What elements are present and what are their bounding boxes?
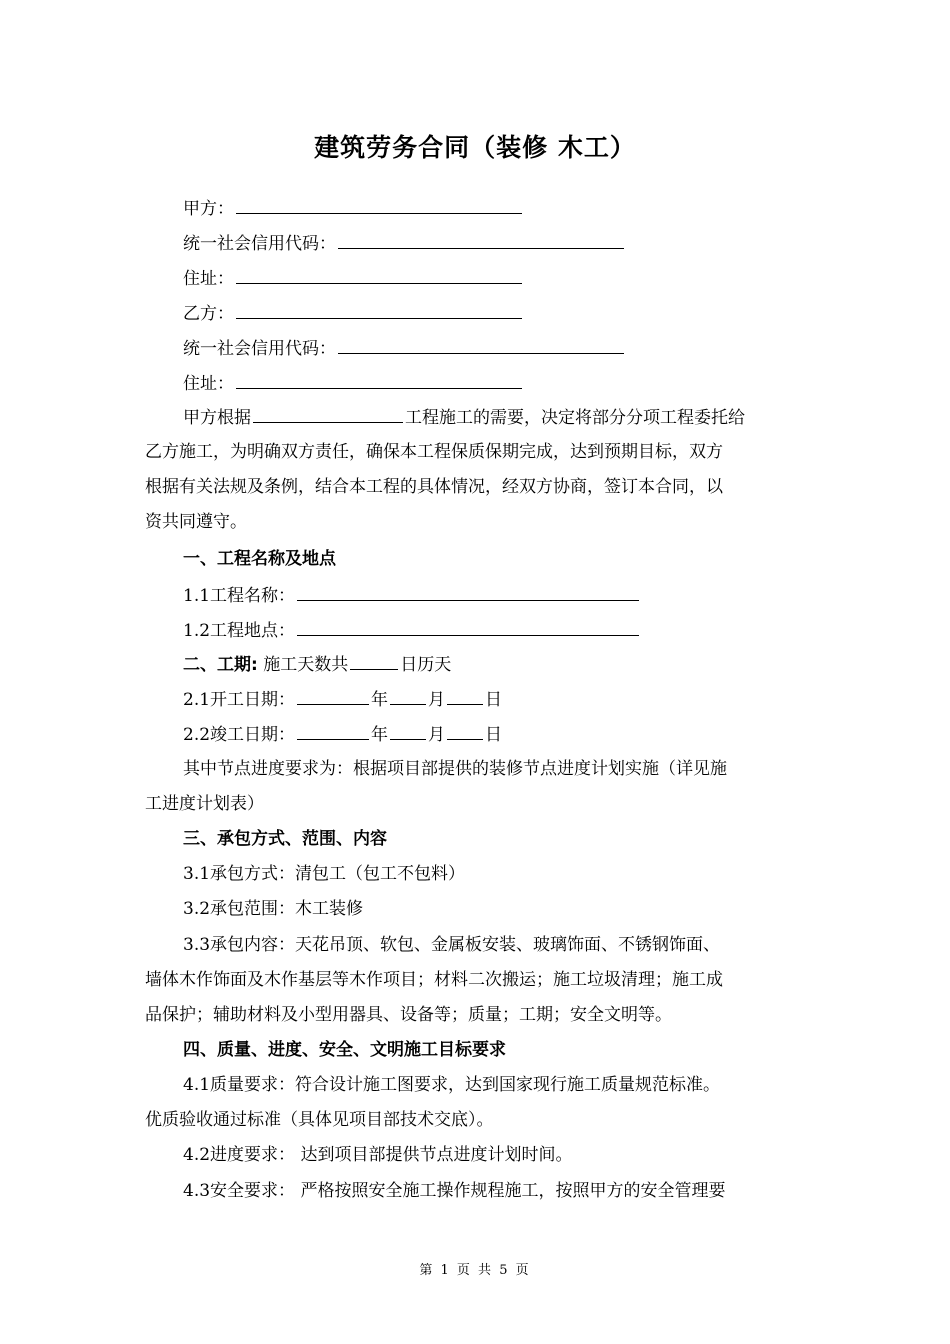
project-location-row bbox=[183, 618, 641, 643]
end-date-row bbox=[183, 722, 502, 747]
address-b-row bbox=[183, 371, 524, 396]
credit-code-b-label: 统一社会信用代码： bbox=[183, 339, 336, 359]
party-b-row bbox=[183, 301, 524, 326]
contract-title: 建筑劳务合同（装修 木工） bbox=[314, 133, 636, 162]
page-number-footer: 第 1 页 共 5 页 bbox=[419, 1263, 531, 1278]
intro-line-2: 乙方施工，为明确双方责任，确保本工程保质保期完成，达到预期目标，双方 bbox=[145, 442, 723, 462]
intro-text-a: 甲方根据 bbox=[183, 408, 251, 428]
credit-code-a-label: 统一社会信用代码： bbox=[183, 234, 336, 254]
section-2-heading-row bbox=[183, 652, 451, 677]
day-label: 日 bbox=[485, 725, 503, 745]
end-day-blank bbox=[447, 722, 483, 740]
project-name-field-blank bbox=[297, 583, 639, 601]
milestone-note-line-1: 其中节点进度要求为：根据项目部提供的装修节点进度计划实施（详见施 bbox=[183, 759, 727, 779]
day-label: 日 bbox=[485, 690, 503, 710]
quality-requirement-line-2: 优质验收通过标准（具体见项目部技术交底）。 bbox=[145, 1110, 494, 1130]
intro-line-3: 根据有关法规及条例，结合本工程的具体情况，经双方协商，签订本合同，以 bbox=[145, 477, 723, 497]
address-a-blank bbox=[236, 266, 522, 284]
project-location-blank bbox=[297, 618, 639, 636]
start-date-label: 2.1开工日期： bbox=[183, 690, 296, 710]
schedule-requirement: 4.2进度要求： 达到项目部提供节点进度计划时间。 bbox=[183, 1145, 573, 1165]
section-3-heading: 三、承包方式、范围、内容 bbox=[183, 829, 387, 849]
end-date-label: 2.2竣工日期： bbox=[183, 725, 296, 745]
duration-blank bbox=[350, 652, 398, 670]
contract-content-line-1: 3.3承包内容：天花吊顶、软包、金属板安装、玻璃饰面、不锈钢饰面、 bbox=[183, 935, 721, 955]
party-b-blank bbox=[236, 301, 522, 319]
address-b-blank bbox=[236, 371, 522, 389]
month-label: 月 bbox=[428, 690, 446, 710]
year-label: 年 bbox=[371, 725, 389, 745]
duration-text-a: 施工天数共 bbox=[263, 655, 349, 675]
intro-line-1 bbox=[183, 405, 745, 430]
contract-method: 3.1承包方式：清包工（包工不包料） bbox=[183, 864, 466, 884]
start-month-blank bbox=[390, 687, 426, 705]
contract-content-line-2: 墙体木作饰面及木作基层等木作项目；材料二次搬运；施工垃圾清理；施工成 bbox=[145, 970, 723, 990]
quality-requirement-line-1: 4.1质量要求：符合设计施工图要求，达到国家现行施工质量规范标准。 bbox=[183, 1075, 721, 1095]
project-name-label: 1.1工程名称： bbox=[183, 586, 296, 606]
party-a-row bbox=[183, 196, 524, 221]
credit-code-a-blank bbox=[338, 231, 624, 249]
intro-line-4: 资共同遵守。 bbox=[145, 512, 247, 532]
start-date-row bbox=[183, 687, 502, 712]
section-2-heading: 二、工期: bbox=[183, 655, 258, 675]
end-year-blank bbox=[297, 722, 369, 740]
contract-scope: 3.2承包范围：木工装修 bbox=[183, 899, 364, 919]
milestone-note-line-2: 工进度计划表） bbox=[145, 794, 264, 814]
month-label: 月 bbox=[428, 725, 446, 745]
year-label: 年 bbox=[371, 690, 389, 710]
credit-code-b-row bbox=[183, 336, 626, 361]
project-location-label: 1.2工程地点： bbox=[183, 621, 296, 641]
duration-text-b: 日历天 bbox=[400, 655, 452, 675]
address-b-label: 住址： bbox=[183, 374, 234, 394]
section-4-heading: 四、质量、进度、安全、文明施工目标要求 bbox=[183, 1040, 506, 1060]
address-a-row bbox=[183, 266, 524, 291]
section-1-heading: 一、工程名称及地点 bbox=[183, 549, 336, 569]
contract-content-line-3: 品保护；辅助材料及小型用器具、设备等；质量；工期；安全文明等。 bbox=[145, 1005, 672, 1025]
safety-requirement: 4.3安全要求： 严格按照安全施工操作规程施工，按照甲方的安全管理要 bbox=[183, 1181, 726, 1201]
project-name-row bbox=[183, 583, 641, 608]
start-year-blank bbox=[297, 687, 369, 705]
address-a-label: 住址： bbox=[183, 269, 234, 289]
end-month-blank bbox=[390, 722, 426, 740]
party-a-blank bbox=[236, 196, 522, 214]
project-name-blank bbox=[253, 405, 403, 423]
party-b-label: 乙方： bbox=[183, 304, 234, 324]
credit-code-b-blank bbox=[338, 336, 624, 354]
start-day-blank bbox=[447, 687, 483, 705]
credit-code-a-row bbox=[183, 231, 626, 256]
party-a-label: 甲方： bbox=[183, 199, 234, 219]
intro-text-b: 工程施工的需要，决定将部分分项工程委托给 bbox=[405, 408, 745, 428]
